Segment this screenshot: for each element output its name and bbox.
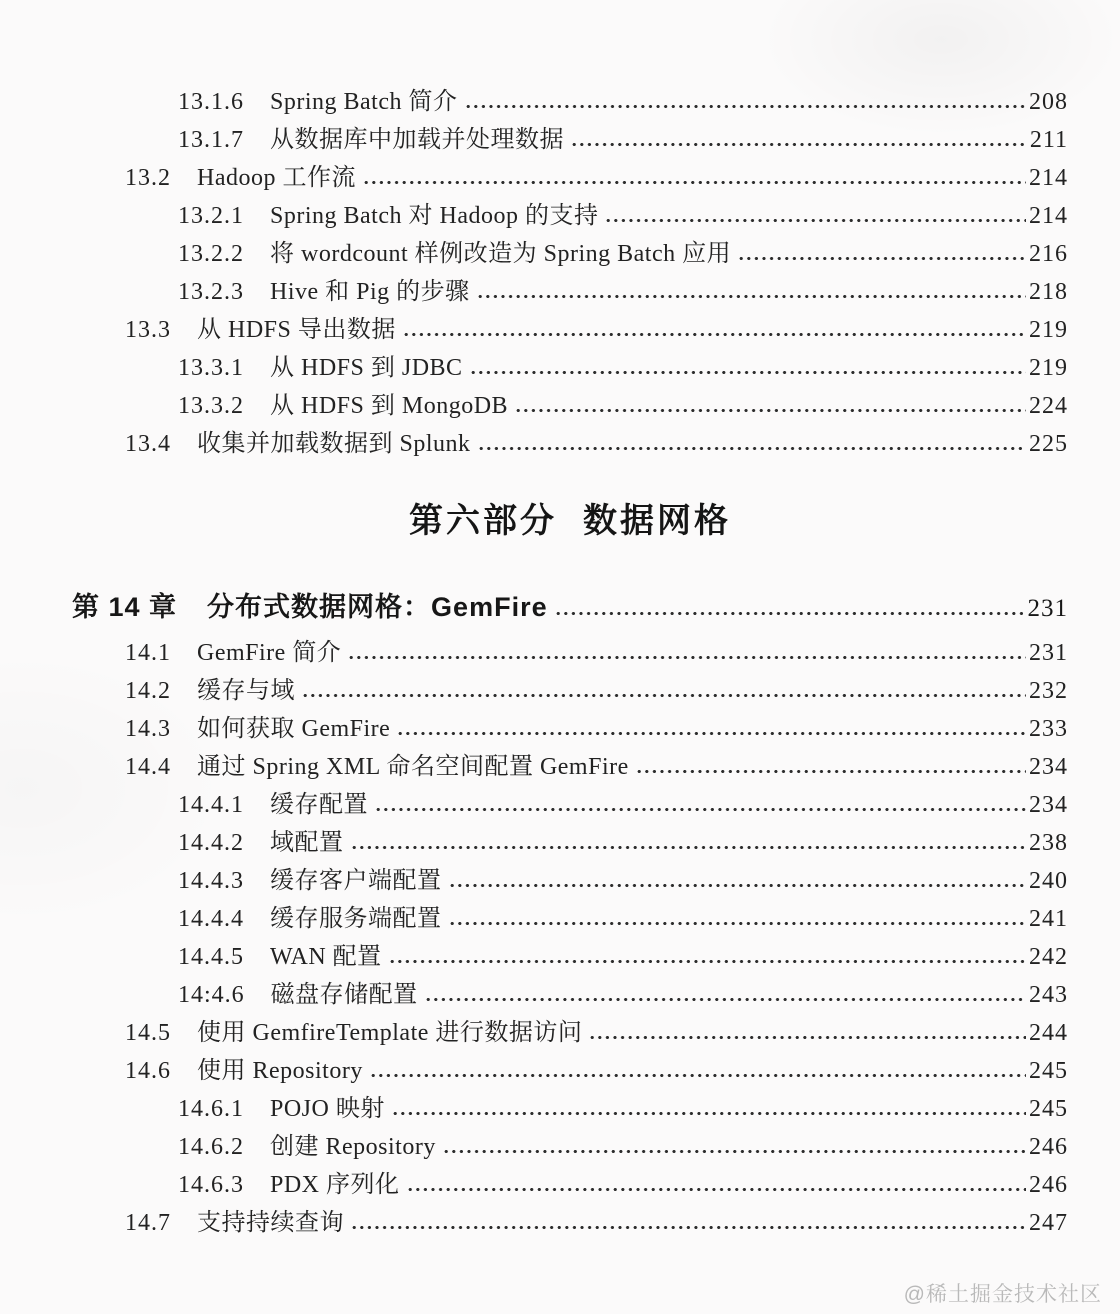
toc-entry-page: 245 bbox=[1029, 1058, 1068, 1084]
toc-entry bbox=[178, 81, 1068, 119]
toc-entry-title: POJO 映射 bbox=[270, 1096, 385, 1122]
toc-entry-page: 218 bbox=[1029, 279, 1068, 305]
toc-entry-title: 域配置 bbox=[270, 830, 344, 856]
toc-entry-number: 14.2 bbox=[125, 678, 171, 704]
dot-leader bbox=[516, 408, 1026, 413]
toc-entry-number: 13.2.3 bbox=[178, 279, 244, 305]
toc-entry bbox=[178, 119, 1068, 157]
dot-leader bbox=[479, 446, 1026, 451]
toc-entry-number: 14:4.6 bbox=[178, 982, 245, 1008]
toc-entry-title: 将 wordcount 样例改造为 Spring Batch 应用 bbox=[270, 241, 732, 267]
toc-entry-page: 234 bbox=[1029, 754, 1068, 780]
dot-leader bbox=[364, 180, 1026, 185]
dot-leader bbox=[450, 883, 1027, 888]
toc-entry-number: 13.1.6 bbox=[178, 89, 244, 115]
toc-entry bbox=[178, 1126, 1068, 1164]
watermark: @稀土掘金技术社区 bbox=[903, 1283, 1102, 1306]
toc-entry bbox=[125, 670, 1068, 708]
dot-leader bbox=[303, 693, 1026, 698]
toc-entry-title: 支持持续查询 bbox=[197, 1210, 344, 1236]
toc-entry-number: 14.7 bbox=[125, 1210, 171, 1236]
toc-entry-page: 245 bbox=[1029, 1096, 1068, 1122]
toc-entry-number: 13.2 bbox=[125, 165, 171, 191]
toc-entry-number: 13.2.2 bbox=[178, 241, 244, 267]
toc-entry bbox=[178, 974, 1068, 1012]
chapter-number: 第 14 章 bbox=[72, 592, 178, 622]
toc-entry-page: 214 bbox=[1029, 165, 1068, 191]
toc-entry-number: 13.4 bbox=[125, 431, 171, 457]
toc-entry-title: 从 HDFS 导出数据 bbox=[197, 317, 396, 343]
toc-entry-page: 247 bbox=[1029, 1210, 1068, 1236]
part-heading-title: 数据网格 bbox=[583, 502, 731, 540]
toc-entry-title: Hadoop 工作流 bbox=[197, 165, 356, 191]
toc-entry-page: 216 bbox=[1029, 241, 1068, 267]
toc-entry-title: 从 HDFS 到 JDBC bbox=[270, 355, 463, 381]
part-heading bbox=[72, 499, 1068, 543]
toc-entry bbox=[125, 1012, 1068, 1050]
toc-entry-page: 214 bbox=[1029, 203, 1068, 229]
toc-entry bbox=[178, 784, 1068, 822]
toc-entry-title: PDX 序列化 bbox=[270, 1172, 400, 1198]
toc-entry-number: 14.4.2 bbox=[178, 830, 244, 856]
toc-entry-page: 211 bbox=[1029, 127, 1068, 153]
toc-entry-page: 224 bbox=[1029, 393, 1068, 419]
toc-entry-page: 234 bbox=[1029, 792, 1068, 818]
dot-leader bbox=[478, 294, 1026, 299]
toc-entry-page: 244 bbox=[1029, 1020, 1068, 1046]
toc-entry bbox=[178, 233, 1068, 271]
toc-entry-number: 14.6.1 bbox=[178, 1096, 244, 1122]
toc-entry bbox=[125, 1050, 1068, 1088]
toc-entry-number: 14.4.5 bbox=[178, 944, 244, 970]
toc-entry-title: 缓存服务端配置 bbox=[270, 906, 442, 932]
toc-entry-number: 14.1 bbox=[125, 640, 171, 666]
dot-leader bbox=[739, 256, 1026, 261]
toc-entry-title: 使用 Repository bbox=[197, 1058, 363, 1084]
toc-section-chapter-14 bbox=[72, 632, 1068, 1240]
toc-entry bbox=[125, 708, 1068, 746]
toc-entry bbox=[178, 347, 1068, 385]
toc-entry-title: 从 HDFS 到 MongoDB bbox=[270, 393, 509, 419]
dot-leader bbox=[426, 997, 1026, 1002]
toc-entry bbox=[178, 385, 1068, 423]
toc-entry-title: Hive 和 Pig 的步骤 bbox=[270, 279, 470, 305]
toc-entry bbox=[178, 860, 1068, 898]
toc-entry-number: 14.6.2 bbox=[178, 1134, 244, 1160]
dot-leader bbox=[466, 104, 1027, 109]
chapter-page: 231 bbox=[1027, 595, 1068, 622]
dot-leader bbox=[393, 1111, 1026, 1116]
toc-entry-title: 如何获取 GemFire bbox=[197, 716, 391, 742]
dot-leader bbox=[590, 1035, 1026, 1040]
toc-entry bbox=[125, 746, 1068, 784]
dot-leader bbox=[390, 959, 1026, 964]
toc-entry-page: 225 bbox=[1029, 431, 1068, 457]
toc-entry-page: 219 bbox=[1029, 317, 1068, 343]
dot-leader bbox=[444, 1149, 1026, 1154]
toc-entry-number: 13.1.7 bbox=[178, 127, 244, 153]
dot-leader bbox=[606, 218, 1026, 223]
toc-entry-title: 磁盘存储配置 bbox=[270, 982, 418, 1008]
toc-entry-page: 219 bbox=[1029, 355, 1068, 381]
dot-leader bbox=[349, 655, 1026, 660]
dot-leader bbox=[637, 769, 1026, 774]
toc-entry-title: 从数据库中加载并处理数据 bbox=[270, 127, 564, 153]
toc-entry-title: 缓存配置 bbox=[270, 792, 368, 818]
toc-entry-number: 14.4.1 bbox=[178, 792, 244, 818]
toc-entry-number: 14.5 bbox=[125, 1020, 171, 1046]
toc-entry bbox=[125, 632, 1068, 670]
toc-entry-page: 240 bbox=[1029, 868, 1068, 894]
dot-leader bbox=[450, 921, 1027, 926]
toc-entry-number: 14.4 bbox=[125, 754, 171, 780]
chapter-title: 分布式数据网格：GemFire bbox=[207, 592, 548, 622]
toc-entry-title: 缓存与域 bbox=[197, 678, 295, 704]
toc-entry bbox=[125, 309, 1068, 347]
toc-entry-number: 14.6.3 bbox=[178, 1172, 244, 1198]
toc-entry-title: WAN 配置 bbox=[270, 944, 382, 970]
toc-entry bbox=[178, 271, 1068, 309]
toc-entry bbox=[125, 1202, 1068, 1240]
dot-leader bbox=[398, 731, 1026, 736]
toc-entry-number: 14.3 bbox=[125, 716, 171, 742]
dot-leader bbox=[471, 370, 1026, 375]
toc-entry-number: 13.3.2 bbox=[178, 393, 244, 419]
dot-leader bbox=[408, 1187, 1026, 1192]
toc-entry-number: 14.4.3 bbox=[178, 868, 244, 894]
toc-entry-page: 243 bbox=[1029, 982, 1068, 1008]
dot-leader bbox=[352, 1225, 1026, 1230]
toc-entry-page: 246 bbox=[1029, 1134, 1068, 1160]
dot-leader bbox=[572, 142, 1027, 147]
dot-leader bbox=[404, 332, 1026, 337]
toc-entry-number: 14.6 bbox=[125, 1058, 171, 1084]
dot-leader bbox=[376, 807, 1026, 812]
toc-entry-number: 13.2.1 bbox=[178, 203, 244, 229]
chapter-heading-row bbox=[72, 585, 1068, 629]
toc-entry-title: 使用 GemfireTemplate 进行数据访问 bbox=[197, 1020, 583, 1046]
toc-entry-page: 232 bbox=[1029, 678, 1068, 704]
dot-leader bbox=[371, 1073, 1026, 1078]
toc-entry-number: 14.4.4 bbox=[178, 906, 244, 932]
toc-entry-title: GemFire 简介 bbox=[197, 640, 342, 666]
toc-entry bbox=[125, 157, 1068, 195]
toc-entry-page: 238 bbox=[1029, 830, 1068, 856]
part-heading-number: 第六部分 bbox=[409, 502, 557, 540]
toc-entry bbox=[178, 822, 1068, 860]
toc-entry-page: 208 bbox=[1029, 89, 1068, 115]
toc-entry bbox=[178, 936, 1068, 974]
toc-entry-page: 241 bbox=[1029, 906, 1068, 932]
toc-entry-number: 13.3 bbox=[125, 317, 171, 343]
toc-entry-page: 246 bbox=[1029, 1172, 1068, 1198]
toc-entry bbox=[178, 1164, 1068, 1202]
dot-leader bbox=[556, 611, 1025, 616]
toc-entry bbox=[125, 423, 1068, 461]
toc-entry-title: 通过 Spring XML 命名空间配置 GemFire bbox=[197, 754, 629, 780]
toc-entry-page: 233 bbox=[1029, 716, 1068, 742]
toc-entry-page: 231 bbox=[1029, 640, 1068, 666]
toc-entry-title: Spring Batch 对 Hadoop 的支持 bbox=[270, 203, 599, 229]
toc-entry bbox=[178, 898, 1068, 936]
toc-entry-title: 创建 Repository bbox=[270, 1134, 436, 1160]
dot-leader bbox=[352, 845, 1027, 850]
toc-entry-number: 13.3.1 bbox=[178, 355, 244, 381]
toc-entry-title: 收集并加载数据到 Splunk bbox=[197, 431, 471, 457]
toc-entry bbox=[178, 195, 1068, 233]
toc-entry-title: Spring Batch 简介 bbox=[270, 89, 458, 115]
toc-entry-title: 缓存客户端配置 bbox=[270, 868, 442, 894]
toc-section-chapter-13 bbox=[72, 81, 1068, 461]
toc-entry bbox=[178, 1088, 1068, 1126]
toc-entry-page: 242 bbox=[1029, 944, 1068, 970]
